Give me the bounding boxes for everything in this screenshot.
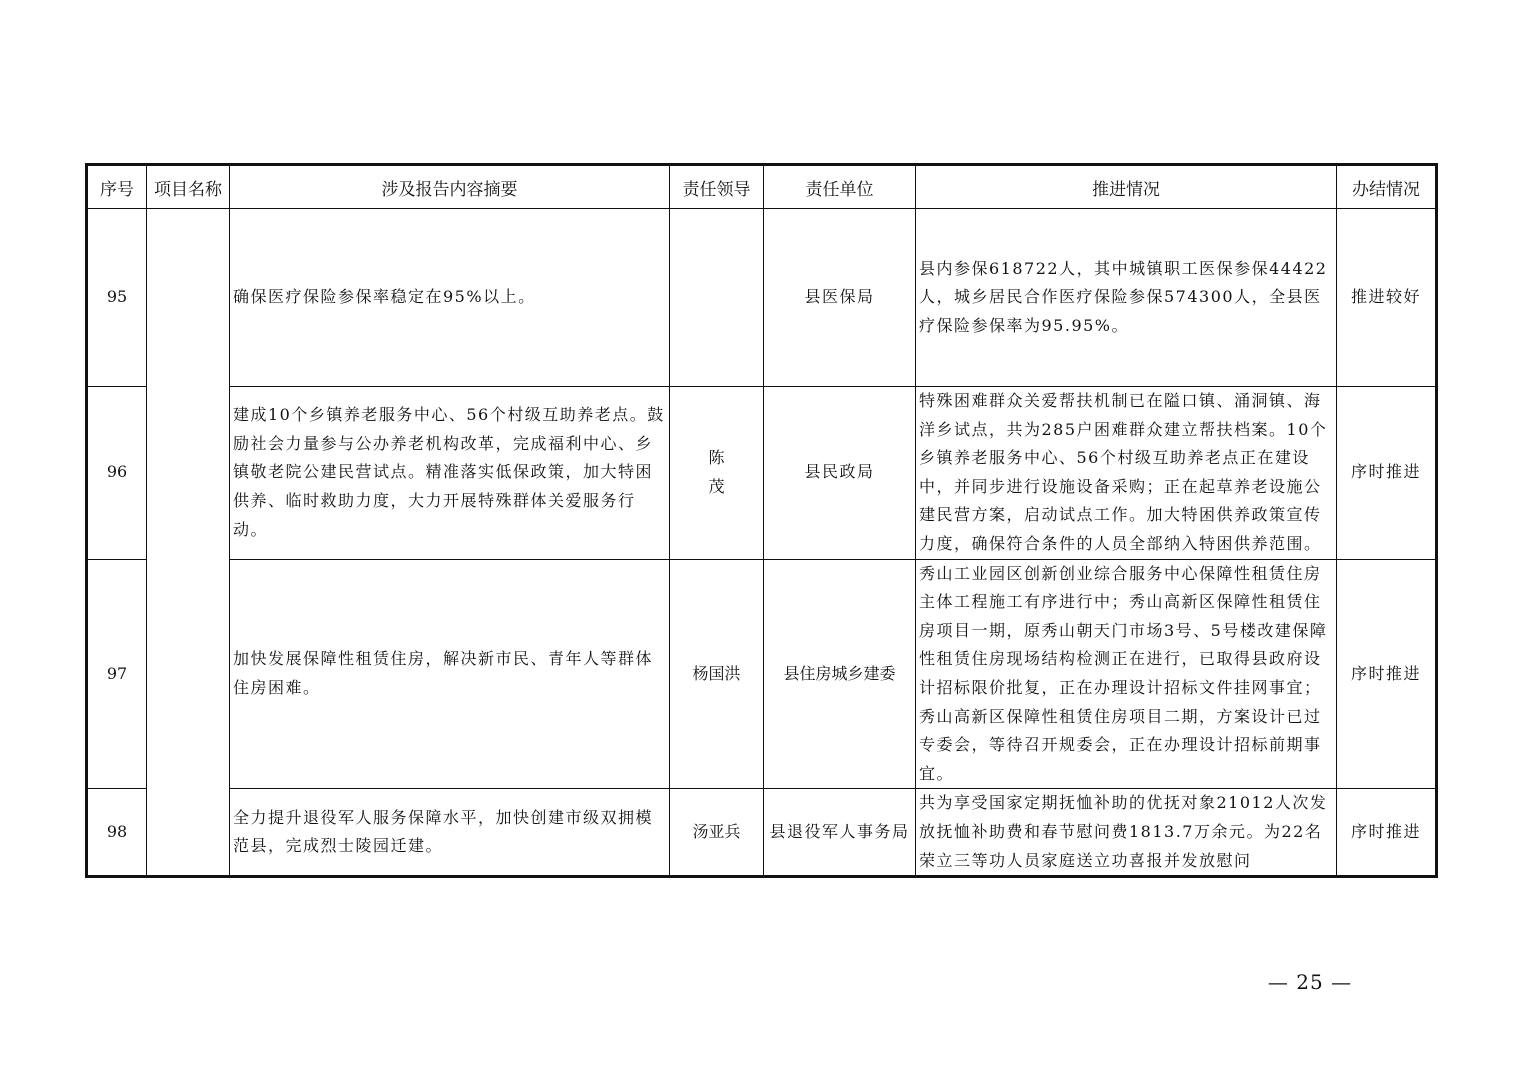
- header-summary: 涉及报告内容摘要: [230, 165, 670, 209]
- row-status: 序时推进: [1337, 559, 1437, 789]
- row-seq: 98: [87, 789, 147, 877]
- table-row: [87, 559, 1437, 789]
- header-status: 办结情况: [1337, 165, 1437, 209]
- table-row: [87, 789, 1437, 877]
- row-seq: 96: [87, 387, 147, 560]
- row-status: 序时推进: [1337, 387, 1437, 560]
- table-header-row: [87, 165, 1437, 209]
- header-leader: 责任领导: [670, 165, 764, 209]
- row-progress: 秀山工业园区创新创业综合服务中心保障性租赁住房主体工程施工有序进行中；秀山高新区保障性租赁住房项目一期，原秀山朝天门市场3号、5号楼改建保障性租赁住房现场结构检测正在进行，已取得县政府设计招标限价批复，正在办理设计招标文件挂网事宜；秀山高新区保障性租赁住房项目二期，方案设计已过专委会，等待召开规委会，正在办理设计招标前期事宜。: [916, 559, 1337, 789]
- row-summary: 建成10个乡镇养老服务中心、56个村级互助养老点。鼓励社会力量参与公办养老机构改革，完成福利中心、乡镇敬老院公建民营试点。精准落实低保政策，加大特困供养、临时救助力度，大力开展特殊群体关爱服务行动。: [230, 387, 670, 560]
- row-status: 序时推进: [1337, 789, 1437, 877]
- row-unit: 县医保局: [764, 209, 916, 387]
- row-progress: 共为享受国家定期抚恤补助的优抚对象21012人次发放抚恤补助费和春节慰问费1813.7万余元。为22名荣立三等功人员家庭送立功喜报并发放慰问: [916, 789, 1337, 877]
- header-seq: 序号: [87, 165, 147, 209]
- row-unit: 县民政局: [764, 387, 916, 560]
- report-progress-table: [85, 163, 1438, 878]
- row-progress: 县内参保618722人，其中城镇职工医保参保44422人，城乡居民合作医疗保险参保574300人，全县医疗保险参保率为95.95%。: [916, 209, 1337, 387]
- row-summary: 加快发展保障性租赁住房，解决新市民、青年人等群体住房困难。: [230, 559, 670, 789]
- table-row: [87, 209, 1437, 387]
- row-summary: 全力提升退役军人服务保障水平，加快创建市级双拥模范县，完成烈士陵园迁建。: [230, 789, 670, 877]
- row-leader: 杨国洪: [670, 559, 764, 789]
- row-seq: 95: [87, 209, 147, 387]
- row-unit: 县退役军人事务局: [764, 789, 916, 877]
- header-project-name: 项目名称: [147, 165, 230, 209]
- row-leader: [670, 209, 764, 387]
- page-number: — 25 —: [1267, 970, 1353, 994]
- row-status: 推进较好: [1337, 209, 1437, 387]
- row-progress: 特殊困难群众关爱帮扶机制已在隘口镇、涌洞镇、海洋乡试点，共为285户困难群众建立帮扶档案。10个乡镇养老服务中心、56个村级互助养老点正在建设中，并同步进行设施设备采购；正在起草养老设施公建民营方案，启动试点工作。加大特困供养政策宣传力度，确保符合条件的人员全部纳入特困供养范围。: [916, 387, 1337, 560]
- header-progress: 推进情况: [916, 165, 1337, 209]
- header-unit: 责任单位: [764, 165, 916, 209]
- row-summary: 确保医疗保险参保率稳定在95%以上。: [230, 209, 670, 387]
- row-leader: 汤亚兵: [670, 789, 764, 877]
- row-seq: 97: [87, 559, 147, 789]
- table-row: [87, 387, 1437, 560]
- row-leader: 陈茂: [670, 387, 764, 560]
- row-project-name: [147, 209, 230, 877]
- row-unit: 县住房城乡建委: [764, 559, 916, 789]
